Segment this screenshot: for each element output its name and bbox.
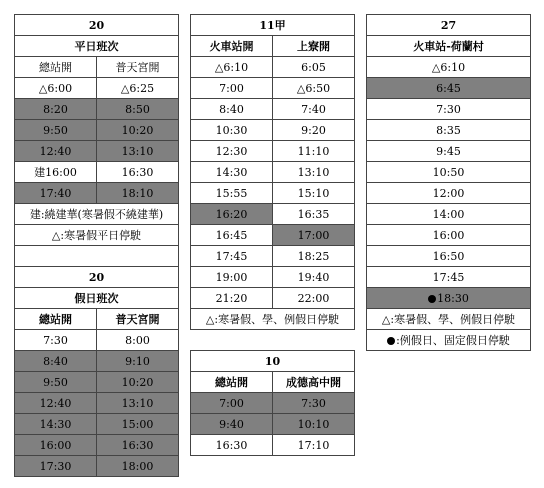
time-cell: 17:00: [273, 225, 355, 246]
time-cell: 10:10: [273, 414, 355, 435]
time-cell: 16:30: [97, 435, 179, 456]
time-cell: 17:40: [15, 183, 97, 204]
time-cell: 6:05: [273, 57, 355, 78]
time-cell: 10:20: [97, 372, 179, 393]
time-cell: 19:00: [191, 267, 273, 288]
time-cell: △6:10: [367, 57, 531, 78]
time-cell: 14:30: [15, 414, 97, 435]
time-cell: 15:55: [191, 183, 273, 204]
time-cell: 13:10: [97, 393, 179, 414]
time-cell: 16:45: [191, 225, 273, 246]
time-cell: 7:30: [15, 330, 97, 351]
col-header: 普天宮開: [97, 309, 179, 330]
time-cell: 18:10: [97, 183, 179, 204]
time-cell: 7:30: [273, 393, 355, 414]
time-cell: 15:10: [273, 183, 355, 204]
time-cell: 17:45: [367, 267, 531, 288]
route20-holiday-title: 20: [15, 267, 179, 288]
time-cell: 16:35: [273, 204, 355, 225]
time-cell: 15:00: [97, 414, 179, 435]
time-cell: 12:00: [367, 183, 531, 204]
route20-weekday-table: [14, 14, 179, 267]
time-cell: 11:10: [273, 141, 355, 162]
col-header: 火車站開: [191, 36, 273, 57]
time-cell: 14:00: [367, 204, 531, 225]
time-cell: 7:00: [191, 78, 273, 99]
time-cell: 21:20: [191, 288, 273, 309]
col-header: 總站開: [15, 309, 97, 330]
time-cell: 8:35: [367, 120, 531, 141]
time-cell: 12:40: [15, 141, 97, 162]
time-cell: 16:00: [367, 225, 531, 246]
route27-note-triangle: △:寒暑假、學、例假日停駛: [367, 309, 531, 330]
time-cell: 6:45: [367, 78, 531, 99]
time-cell: 8:50: [97, 99, 179, 120]
route20-holiday-subtitle: 假日班次: [15, 288, 179, 309]
time-cell: 8:40: [191, 99, 273, 120]
empty-row: [15, 246, 179, 267]
time-cell: 17:30: [15, 456, 97, 477]
time-cell: △6:50: [273, 78, 355, 99]
time-cell: 16:50: [367, 246, 531, 267]
time-cell: 7:00: [191, 393, 273, 414]
time-cell: 19:40: [273, 267, 355, 288]
route10-table: [190, 350, 355, 456]
time-cell: 12:40: [15, 393, 97, 414]
time-cell: 13:10: [97, 141, 179, 162]
time-cell: 16:20: [191, 204, 273, 225]
time-cell: 8:00: [97, 330, 179, 351]
time-cell: 9:10: [97, 351, 179, 372]
filled-dot-icon: [387, 337, 395, 345]
col-header: 上寮開: [273, 36, 355, 57]
time-cell: 8:20: [15, 99, 97, 120]
route20-holiday-table: [14, 266, 179, 477]
time-cell: 13:10: [273, 162, 355, 183]
col-header: 成德高中開: [273, 372, 355, 393]
route20-weekday-title: 20: [15, 15, 179, 36]
time-cell: 9:50: [15, 372, 97, 393]
note-text: :例假日、固定假日停駛: [396, 334, 510, 347]
time-cell: 10:20: [97, 120, 179, 141]
time-cell: 7:30: [367, 99, 531, 120]
route11-note: △:寒暑假、學、例假日停駛: [191, 309, 355, 330]
col-header: 總站開: [15, 57, 97, 78]
time-cell: 18:25: [273, 246, 355, 267]
route20-weekday-subtitle: 平日班次: [15, 36, 179, 57]
time-cell: 18:00: [97, 456, 179, 477]
time-cell: 9:20: [273, 120, 355, 141]
time-cell: 16:00: [15, 435, 97, 456]
time-cell: 8:40: [15, 351, 97, 372]
route11-table: [190, 14, 355, 330]
time-text: 18:30: [437, 291, 469, 305]
time-cell: 17:10: [273, 435, 355, 456]
time-cell: 17:45: [191, 246, 273, 267]
route27-title: 27: [367, 15, 531, 36]
col-header: 普天宮開: [97, 57, 179, 78]
route27-table: [366, 14, 531, 351]
time-cell: 16:30: [97, 162, 179, 183]
route27-subtitle: 火車站-荷蘭村: [367, 36, 531, 57]
time-cell: 9:40: [191, 414, 273, 435]
route20-note-triangle: △:寒暑假平日停駛: [15, 225, 179, 246]
time-cell: 12:30: [191, 141, 273, 162]
time-cell: 22:00: [273, 288, 355, 309]
time-cell: 9:45: [367, 141, 531, 162]
route20-note-jianhua: 建:繞建華(寒暑假不繞建華): [15, 204, 179, 225]
route27-note-dot: [367, 330, 531, 351]
time-cell: 10:30: [191, 120, 273, 141]
time-cell: △6:10: [191, 57, 273, 78]
time-cell: 建16:00: [15, 162, 97, 183]
time-cell: 10:50: [367, 162, 531, 183]
filled-dot-icon: [428, 295, 436, 303]
time-cell: △6:25: [97, 78, 179, 99]
time-cell: 16:30: [191, 435, 273, 456]
time-cell: 14:30: [191, 162, 273, 183]
time-cell-dotted: [367, 288, 531, 309]
time-cell: △6:00: [15, 78, 97, 99]
time-cell: 7:40: [273, 99, 355, 120]
route10-title: 10: [191, 351, 355, 372]
col-header: 總站開: [191, 372, 273, 393]
route11-title: 11甲: [191, 15, 355, 36]
time-cell: 9:50: [15, 120, 97, 141]
